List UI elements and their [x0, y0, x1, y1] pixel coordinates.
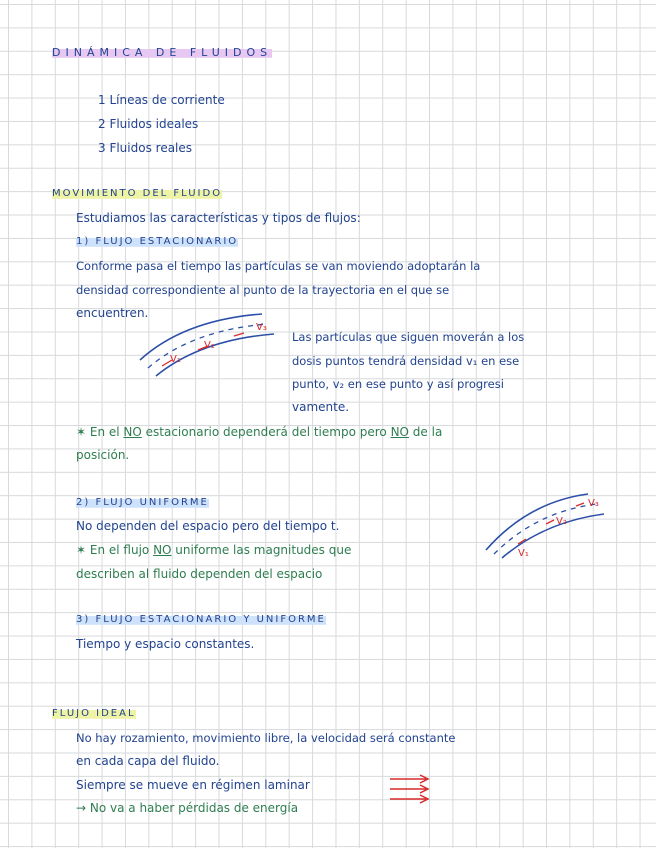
laminar-flow-arrows-icon	[388, 774, 434, 804]
ideal-line-1: No hay rozamiento, movimiento libre, la velocidad será constante	[76, 731, 456, 745]
s1-body-line-3: encuentren.	[76, 306, 149, 320]
streamline-dashed	[494, 504, 596, 554]
diagram2-label-v2: V₂	[556, 516, 567, 527]
s1-note-line-1: ✶ En el NO estacionario dependerá del tiempo pero NO de la	[76, 425, 443, 439]
ideal-line-3: Siempre se mueve en régimen laminar	[76, 778, 310, 792]
index-item-3: 3 Fluidos reales	[98, 141, 193, 155]
diagram2-label-v1: V₁	[518, 548, 529, 559]
s1-side-line-3: punto, v₂ en ese punto y así progresi	[292, 377, 504, 391]
s1-side-line-2: dosis puntos tendrá densidad v₁ en ese	[292, 354, 520, 368]
s2-body: No dependen del espacio pero del tiempo t.	[76, 519, 340, 533]
s1-body-line-2: densidad correspondiente al punto de la trayectoria en el que se	[76, 283, 450, 297]
index-item-2: 2 Fluidos ideales	[98, 117, 199, 131]
s2-note-line-1: ✶ En el flujo NO uniforme las magnitudes que	[76, 543, 352, 557]
section-heading-movement: MOVIMIENTO DEL FLUIDO	[52, 186, 222, 202]
diagram1-label-v2: V₂	[204, 340, 215, 351]
movement-intro: Estudiamos las características y tipos de flujos:	[76, 211, 361, 225]
s1-side-line-1: Las partículas que siguen moverán a los	[292, 330, 525, 344]
s1-note-line-2: posición.	[76, 448, 130, 462]
diagram2-label-v3: V₃	[588, 498, 599, 509]
velocity-arrows	[518, 503, 584, 544]
heading-flujo-estacionario-uniforme: 3) FLUJO ESTACIONARIO Y UNIFORME	[76, 612, 326, 628]
index-item-1: 1 Líneas de corriente	[98, 93, 225, 107]
heading-flujo-uniforme: 2) FLUJO UNIFORME	[76, 495, 209, 511]
s2-note-line-2: describen al fluido dependen del espacio	[76, 567, 323, 581]
diagram1-label-v3: V₃	[256, 322, 267, 333]
ideal-line-2: en cada capa del fluido.	[76, 754, 220, 768]
ideal-line-4: → No va a haber pérdidas de energía	[76, 801, 299, 815]
s3-body: Tiempo y espacio constantes.	[76, 637, 255, 651]
s1-body-line-1: Conforme pasa el tiempo las partículas se van moviendo adoptarán la	[76, 259, 481, 273]
section-heading-ideal: FLUJO IDEAL	[52, 706, 136, 722]
page-title: DINÁMICA DE FLUIDOS	[52, 46, 273, 59]
heading-flujo-estacionario: 1) FLUJO ESTACIONARIO	[76, 234, 238, 250]
s1-side-line-4: vamente.	[292, 400, 350, 414]
diagram1-label-v1: V₁	[170, 354, 181, 365]
